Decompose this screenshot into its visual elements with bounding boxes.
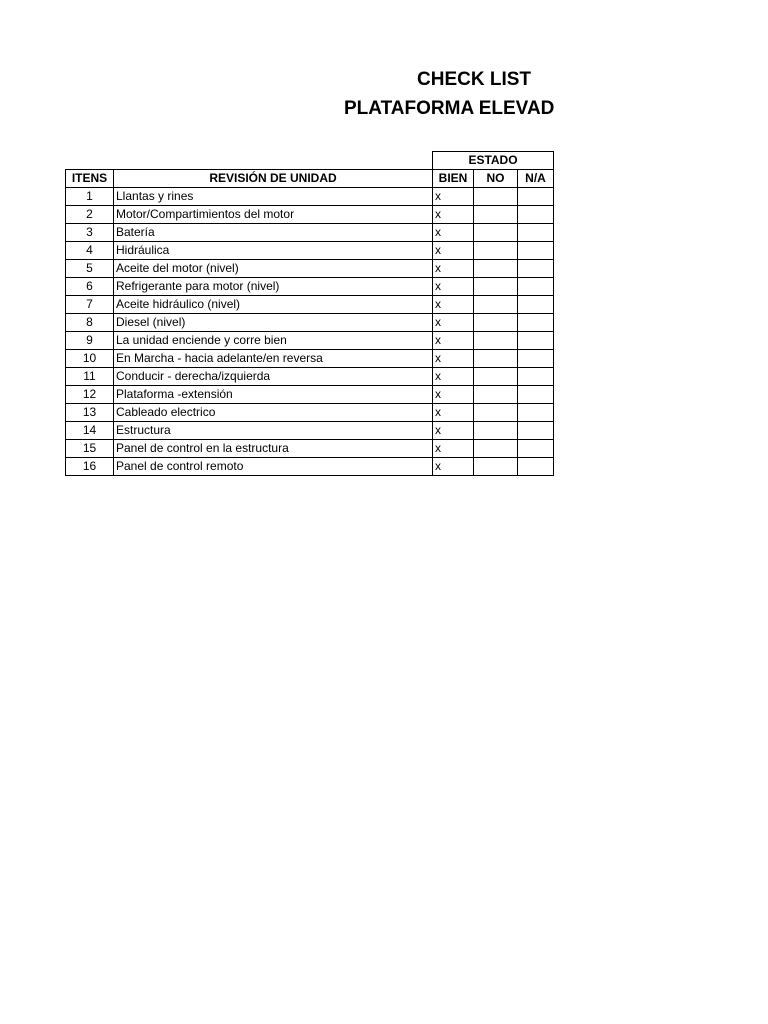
table-row: [66, 368, 554, 386]
item-number: 13: [66, 404, 114, 422]
item-number: 1: [66, 188, 114, 206]
na-cell: [518, 206, 554, 224]
na-cell: [518, 386, 554, 404]
table-row: [66, 350, 554, 368]
revision-text: Cableado electrico: [114, 404, 433, 422]
item-number: 4: [66, 242, 114, 260]
na-cell: [518, 458, 554, 476]
item-number: 16: [66, 458, 114, 476]
revision-text: Panel de control remoto: [114, 458, 433, 476]
table-row: [66, 458, 554, 476]
revision-text: Diesel (nivel): [114, 314, 433, 332]
header-na: N/A: [518, 170, 554, 188]
revision-text: Llantas y rines: [114, 188, 433, 206]
bien-cell: x: [433, 260, 474, 278]
item-number: 6: [66, 278, 114, 296]
table-row: [66, 224, 554, 242]
no-cell: [474, 296, 518, 314]
table-row: [66, 296, 554, 314]
table-row: [66, 278, 554, 296]
header-bien: BIEN: [433, 170, 474, 188]
bien-cell: x: [433, 296, 474, 314]
document-title: CHECK LIST: [417, 69, 531, 90]
blank-cell: [66, 152, 114, 170]
checklist-body: [66, 188, 554, 476]
na-cell: [518, 422, 554, 440]
item-number: 14: [66, 422, 114, 440]
bien-cell: x: [433, 368, 474, 386]
no-cell: [474, 242, 518, 260]
na-cell: [518, 242, 554, 260]
group-header-row: [66, 152, 554, 170]
revision-text: Conducir - derecha/izquierda: [114, 368, 433, 386]
no-cell: [474, 458, 518, 476]
no-cell: [474, 332, 518, 350]
no-cell: [474, 314, 518, 332]
revision-text: Aceite del motor (nivel): [114, 260, 433, 278]
bien-cell: x: [433, 350, 474, 368]
revision-text: La unidad enciende y corre bien: [114, 332, 433, 350]
no-cell: [474, 206, 518, 224]
na-cell: [518, 440, 554, 458]
bien-cell: x: [433, 242, 474, 260]
na-cell: [518, 368, 554, 386]
item-number: 2: [66, 206, 114, 224]
revision-text: Refrigerante para motor (nivel): [114, 278, 433, 296]
header-no: NO: [474, 170, 518, 188]
document-subtitle: PLATAFORMA ELEVAD: [344, 98, 554, 119]
item-number: 5: [66, 260, 114, 278]
bien-cell: x: [433, 206, 474, 224]
revision-text: Aceite hidráulico (nivel): [114, 296, 433, 314]
na-cell: [518, 332, 554, 350]
na-cell: [518, 314, 554, 332]
item-number: 12: [66, 386, 114, 404]
na-cell: [518, 278, 554, 296]
table-row: [66, 404, 554, 422]
revision-text: Batería: [114, 224, 433, 242]
no-cell: [474, 188, 518, 206]
na-cell: [518, 404, 554, 422]
bien-cell: x: [433, 386, 474, 404]
bien-cell: x: [433, 188, 474, 206]
na-cell: [518, 224, 554, 242]
no-cell: [474, 350, 518, 368]
table-row: [66, 422, 554, 440]
na-cell: [518, 260, 554, 278]
checklist-table: [65, 151, 554, 476]
na-cell: [518, 188, 554, 206]
table-row: [66, 260, 554, 278]
revision-text: Hidráulica: [114, 242, 433, 260]
na-cell: [518, 350, 554, 368]
bien-cell: x: [433, 278, 474, 296]
table-row: [66, 206, 554, 224]
no-cell: [474, 260, 518, 278]
table-row: [66, 440, 554, 458]
table-row: [66, 188, 554, 206]
table-row: [66, 386, 554, 404]
no-cell: [474, 278, 518, 296]
no-cell: [474, 224, 518, 242]
item-number: 11: [66, 368, 114, 386]
item-number: 7: [66, 296, 114, 314]
item-number: 10: [66, 350, 114, 368]
bien-cell: x: [433, 404, 474, 422]
blank-cell: [114, 152, 433, 170]
revision-text: Plataforma -extensión: [114, 386, 433, 404]
revision-text: Panel de control en la estructura: [114, 440, 433, 458]
revision-text: En Marcha - hacia adelante/en reversa: [114, 350, 433, 368]
revision-text: Motor/Compartimientos del motor: [114, 206, 433, 224]
no-cell: [474, 386, 518, 404]
no-cell: [474, 368, 518, 386]
no-cell: [474, 404, 518, 422]
bien-cell: x: [433, 332, 474, 350]
bien-cell: x: [433, 458, 474, 476]
bien-cell: x: [433, 440, 474, 458]
header-itens: ITENS: [66, 170, 114, 188]
bien-cell: x: [433, 314, 474, 332]
column-header-row: [66, 170, 554, 188]
table-row: [66, 242, 554, 260]
na-cell: [518, 296, 554, 314]
estado-header: ESTADO: [433, 152, 554, 170]
no-cell: [474, 440, 518, 458]
bien-cell: x: [433, 422, 474, 440]
no-cell: [474, 422, 518, 440]
item-number: 9: [66, 332, 114, 350]
bien-cell: x: [433, 224, 474, 242]
revision-text: Estructura: [114, 422, 433, 440]
item-number: 15: [66, 440, 114, 458]
table-row: [66, 314, 554, 332]
header-revision: REVISIÓN DE UNIDAD: [114, 170, 433, 188]
item-number: 3: [66, 224, 114, 242]
table-row: [66, 332, 554, 350]
item-number: 8: [66, 314, 114, 332]
